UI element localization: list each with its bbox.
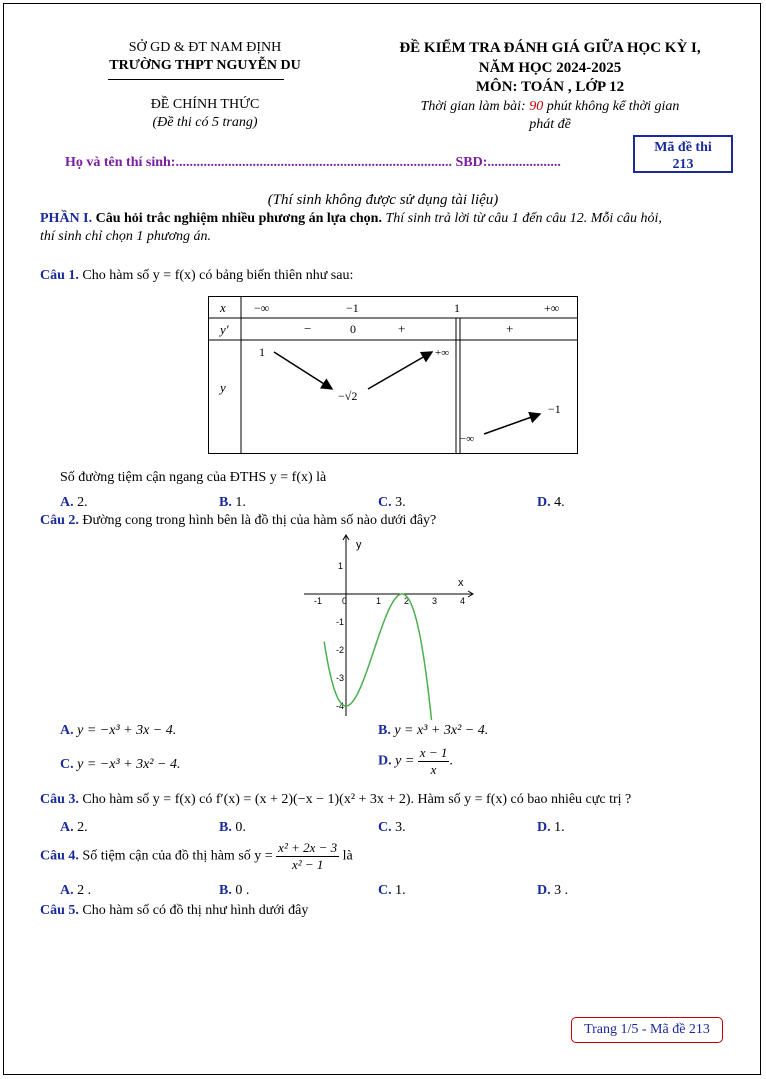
x-tick-2: 2: [404, 596, 410, 606]
y-tick-1: 1: [338, 561, 344, 571]
q3-option-b[interactable]: [219, 820, 246, 836]
option-label: C.: [378, 883, 392, 898]
exam-code-box: [633, 135, 733, 173]
option-text: 1.: [550, 820, 565, 835]
time-prefix: Thời gian làm bài:: [420, 99, 530, 114]
q1-stem: [40, 268, 353, 284]
q2-label: Câu 2.: [40, 513, 79, 528]
arrow-up-2: [484, 414, 540, 434]
yprime-label: y′: [220, 322, 229, 337]
sign-1: −: [304, 321, 312, 336]
x-tick-3: 3: [432, 596, 438, 606]
y-val-pos-inf: +∞: [435, 347, 450, 359]
q3-option-d[interactable]: [537, 820, 565, 836]
x-axis-label: x: [458, 577, 464, 589]
x-tick-0: 0: [342, 596, 348, 606]
option-text: 2.: [73, 820, 88, 835]
option-label: B.: [219, 883, 232, 898]
q4-option-d[interactable]: [537, 883, 568, 899]
q2-option-c[interactable]: [60, 757, 180, 773]
q2-stem: [40, 513, 436, 529]
sign-3: +: [506, 321, 514, 336]
time-value: 90: [529, 99, 544, 114]
q2-option-d[interactable]: [378, 745, 453, 778]
time-line-2: phát đề: [529, 117, 571, 132]
part1-title: Câu hỏi trắc nghiệm nhiều phương án lựa chọn.: [92, 211, 382, 226]
q3-option-c[interactable]: [378, 820, 406, 836]
q1-text: Cho hàm số y = f(x) có bảng biến thiên như sau:: [78, 268, 354, 283]
option-label: A.: [60, 883, 74, 898]
sign-zero: 0: [350, 322, 356, 336]
y-val-neg-inf: −∞: [460, 433, 475, 445]
q4-text-after: là: [339, 848, 353, 864]
x-val-pos-inf: +∞: [544, 301, 560, 315]
y-val-1: 1: [259, 345, 265, 359]
y-tick--3: -3: [336, 673, 345, 683]
q2-d-fraction: [418, 745, 450, 778]
student-name-line: [65, 155, 561, 171]
part1-instr: Thí sinh trả lời từ câu 1 đến câu 12. Mỗi câu hỏi,: [381, 211, 662, 226]
q4-option-c[interactable]: [378, 883, 406, 899]
option-text: y =: [391, 753, 418, 769]
option-label: D.: [537, 883, 551, 898]
q4-stem: [40, 840, 353, 873]
graph-curve: [324, 594, 432, 720]
option-label: A.: [60, 820, 74, 835]
option-label: B.: [219, 820, 232, 835]
option-label: D.: [537, 495, 551, 510]
q3-option-a[interactable]: [60, 820, 88, 836]
y-tick--2: -2: [336, 645, 345, 655]
time-line: [365, 99, 735, 115]
exam-code-label: Mã đề thi: [654, 140, 712, 155]
part1-instr-2: thí sinh chỉ chọn 1 phương án.: [40, 229, 212, 244]
q3-stem: [40, 792, 631, 808]
option-text: 3.: [391, 820, 406, 835]
option-text: 3.: [391, 495, 406, 510]
frac-num: x² + 2x − 3: [278, 840, 338, 855]
x-tick-1: 1: [376, 596, 382, 606]
x-label: x: [220, 300, 226, 315]
option-label: A.: [60, 495, 74, 510]
exam-title: ĐỀ KIỂM TRA ĐÁNH GIÁ GIỮA HỌC KỲ I,: [399, 40, 701, 56]
option-text: 1.: [231, 495, 246, 510]
q4-option-b[interactable]: [219, 883, 249, 899]
option-text: 0.: [231, 820, 246, 835]
option-text: y = −x³ + 3x − 4.: [73, 723, 177, 738]
option-text: y = x³ + 3x² − 4.: [390, 723, 489, 738]
arrow-down: [274, 352, 332, 389]
pages-note: (Đề thi có 5 trang): [152, 115, 258, 130]
q2-text: Đường cong trong hình bên là đồ thị của hàm số nào dưới đây?: [78, 513, 437, 528]
option-label: C.: [60, 757, 74, 772]
option-label: D.: [537, 820, 551, 835]
y-tick--4: -4: [336, 701, 345, 711]
frac-den: x² − 1: [291, 857, 324, 872]
header-divider: [108, 79, 284, 80]
sign-2: +: [398, 321, 406, 336]
q1-option-c[interactable]: [378, 495, 406, 511]
q5-text: Cho hàm số có đồ thị như hình dưới đây: [78, 903, 309, 918]
q4-fraction: [276, 840, 339, 873]
q2-option-b[interactable]: [378, 723, 488, 739]
q2-option-a[interactable]: [60, 723, 176, 739]
q4-text-before: Số tiệm cận của đồ thị hàm số y =: [78, 848, 277, 864]
q1-option-b[interactable]: [219, 495, 246, 511]
option-label: D.: [378, 753, 392, 769]
option-label: A.: [60, 723, 74, 738]
option-text: 1.: [391, 883, 406, 898]
q1-question: Số đường tiệm cận ngang của ĐTHS y = f(x) là: [60, 470, 327, 485]
arrow-up-1: [368, 352, 432, 389]
no-documents-note: (Thí sinh không được sử dụng tài liệu): [267, 192, 499, 208]
q1-label: Câu 1.: [40, 268, 79, 283]
part1-heading: [40, 211, 662, 227]
option-text: 3 .: [550, 883, 569, 898]
page-footer: Trang 1/5 - Mã đề 213: [571, 1017, 723, 1043]
x-val-minus-1: −1: [346, 301, 359, 315]
option-label: C.: [378, 820, 392, 835]
subject-line: MÔN: TOÁN , LỚP 12: [475, 79, 625, 95]
y-val-minus-1: −1: [548, 402, 561, 416]
y-val-neg-sqrt2: −√2: [338, 389, 358, 403]
part1-label: PHẦN I.: [40, 211, 93, 226]
option-label: B.: [219, 495, 232, 510]
x-val-neg-inf: −∞: [254, 301, 270, 315]
student-name-field: Họ và tên thí sinh:...............................................................................: [65, 155, 452, 170]
option-text: 2.: [73, 495, 88, 510]
option-text: 4.: [550, 495, 565, 510]
function-graph: [300, 530, 480, 720]
q4-label: Câu 4.: [40, 848, 79, 864]
option-label: C.: [378, 495, 392, 510]
x-val-1: 1: [454, 301, 460, 315]
q5-stem: [40, 903, 308, 919]
dept-name: SỞ GD & ĐT NAM ĐỊNH: [128, 40, 282, 55]
option-after: .: [449, 753, 453, 769]
q1-option-d[interactable]: [537, 495, 565, 511]
y-tick--1: -1: [336, 617, 345, 627]
school-year: NĂM HỌC 2024-2025: [478, 60, 622, 76]
option-label: B.: [378, 723, 391, 738]
frac-den: x: [430, 762, 437, 777]
official-label: ĐỀ CHÍNH THỨC: [150, 97, 260, 112]
q5-label: Câu 5.: [40, 903, 79, 918]
q4-option-a[interactable]: [60, 883, 91, 899]
variation-table: [208, 296, 579, 455]
y-axis-label: y: [356, 539, 362, 551]
q3-label: Câu 3.: [40, 792, 79, 807]
option-text: 0 .: [231, 883, 250, 898]
y-label: y: [220, 380, 226, 395]
school-name: TRƯỜNG THPT NGUYỄN DU: [109, 58, 301, 73]
x-tick--1: -1: [314, 596, 323, 606]
option-text: y = −x³ + 3x² − 4.: [73, 757, 181, 772]
q3-text: Cho hàm số y = f(x) có f′(x) = (x + 2)(−x − 1)(x² + 3x + 2). Hàm số y = f(x) có bao nhiêu cực trị ?: [78, 792, 632, 807]
option-text: 2 .: [73, 883, 92, 898]
frac-num: x − 1: [419, 745, 448, 760]
exam-code-value: 213: [672, 157, 694, 172]
q1-option-a[interactable]: [60, 495, 88, 511]
sbd-field: SBD:.....................: [455, 155, 561, 170]
x-tick-4: 4: [460, 596, 466, 606]
time-suffix: phút không kể thời gian: [543, 99, 680, 114]
